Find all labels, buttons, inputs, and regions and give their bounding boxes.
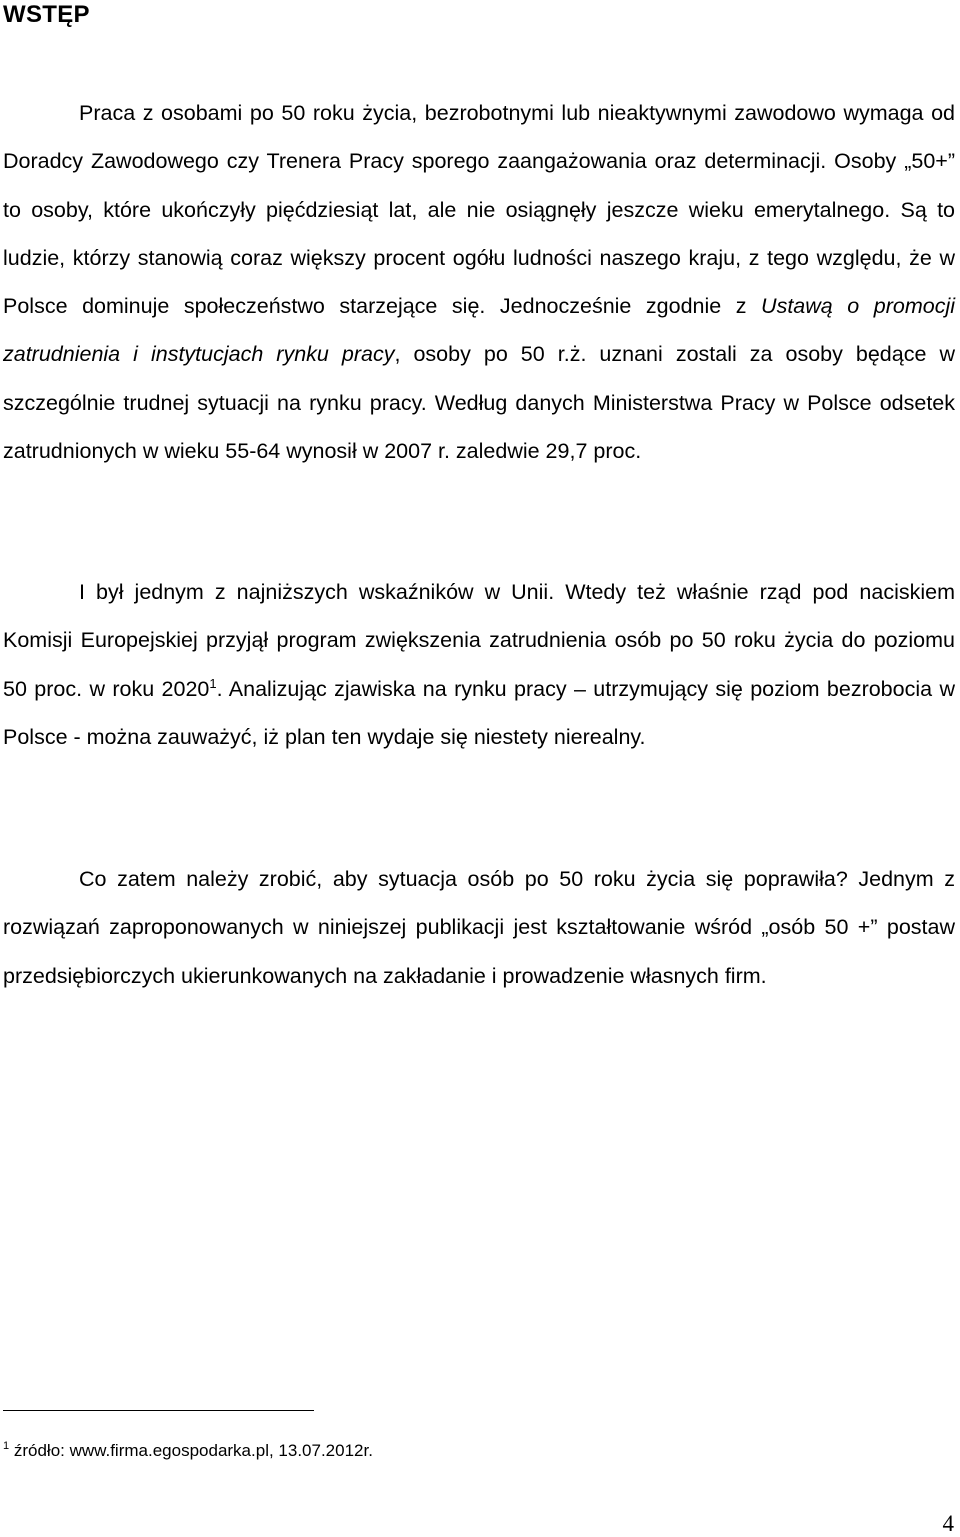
footnote-number: 1: [3, 1440, 10, 1452]
paragraph-2-text-b: . Analizując zjawiska na rynku pracy – utrzymujący się poziom bezrobocia w Polsce - można zauważyć, iż plan ten wydaje się niestety nierealny.: [3, 676, 955, 749]
section-heading: WSTĘP: [3, 1, 90, 28]
footnote-text: źródło: www.firma.egospodarka.pl, 13.07.2012r.: [9, 1441, 373, 1460]
paragraph-2: [3, 568, 955, 761]
paragraph-1-text-b: , osoby po 50 r.ż. uznani zostali za osoby będące w szczególnie trudnej sytuacji na rynku pracy. Według danych Ministerstwa Pracy w Polsce odsetek zatrudnionych w wieku 55-64 wynosił w 2007 r. zaledwie 29,7 proc.: [3, 342, 955, 464]
paragraph-3: [3, 855, 955, 1000]
paragraph-1-text-a: Praca z osobami po 50 roku życia, bezrobotnymi lub nieaktywnymi zawodowo wymaga od Doradcy Zawodowego czy Trenera Pracy sporego zaangażowania oraz determinacji. Osoby „50+” to osoby, które ukończyły pięćdziesiąt lat, ale nie osiągnęły jeszcze wieku emerytalnego. Są to ludzie, którzy stanowią coraz większy procent ogółu ludności naszego kraju, z tego względu, że w Polsce dominuje społeczeństwo starzejące się. Jednocześnie zgodnie z: [3, 101, 955, 319]
footnote-reference[interactable]: 1: [209, 675, 217, 691]
paragraph-1: [3, 89, 955, 475]
paragraph-3-text: Co zatem należy zrobić, aby sytuacja osób po 50 roku życia się poprawiła? Jednym z rozwiązań zaproponowanych w niniejszej publikacji jest kształtowanie wśród „osób 50 +” postaw przedsiębiorczych ukierunkowanych na zakładanie i prowadzenie własnych firm.: [3, 867, 955, 988]
paragraph-2-text-a: I był jednym z najniższych wskaźników w Unii. Wtedy też właśnie rząd pod naciskiem Komisji Europejskiej przyjął program zwiększenia zatrudnienia osób po 50 roku życia do poziomu 50 proc. w roku 2020: [3, 580, 955, 701]
page-number: 4: [942, 1511, 954, 1536]
footnote-separator: [3, 1410, 314, 1411]
footnote: [3, 1440, 373, 1462]
law-title-italic: Ustawą o promocji zatrudnienia i instytucjach rynku pracy: [3, 294, 956, 367]
